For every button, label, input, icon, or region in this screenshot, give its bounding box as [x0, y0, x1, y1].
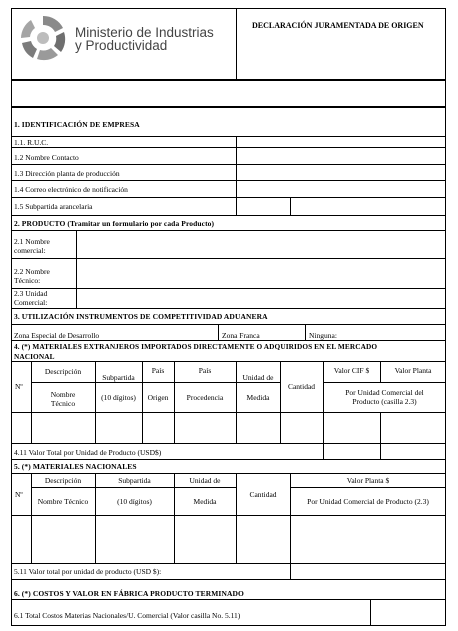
s4-procedencia-header: Procedencia [186, 393, 224, 402]
blank-band [11, 80, 446, 107]
zede-label: Zona Especial de Desarrollo [14, 331, 100, 340]
s4-medida-header: Medida [246, 393, 270, 402]
s5-descripcion-header: Descripción [44, 476, 82, 485]
header-title-box [236, 8, 446, 80]
s5-digitos-header: (10 dígitos) [117, 497, 152, 506]
section2-title: 2. PRODUCTO (Tramitar un formulario por cada Producto) [14, 219, 215, 228]
section5-title: 5. (*) MATERIALES NACIONALES [14, 462, 137, 471]
s4-valor-cif-header: Valor CIF $ [333, 366, 370, 375]
s4-unidad-header: Unidad de [242, 373, 274, 382]
s4-subpartida-header: Subpartida [102, 373, 135, 382]
commercial-unit-label-2: Comercial: [14, 298, 48, 307]
s4-valor-planta-header: Valor Planta [394, 366, 432, 375]
s5-valor-planta-header: Valor Planta $ [346, 476, 390, 485]
s4-pais-procedencia-header: País [198, 366, 212, 375]
s4-tecnico-header: Técnico [50, 399, 76, 408]
ministry-name-line2: y Productividad [75, 38, 168, 53]
s6-row1-label: 6.1 Total Costos Materias Nacionales/U. Comercial (Valor casilla No. 5.11) [14, 611, 241, 620]
s5-nombre-tecnico-header: Nombre Técnico [37, 497, 89, 506]
address-label: 1.3 Dirección planta de producción [14, 169, 120, 178]
s4-cantidad-header: Cantidad [287, 382, 316, 391]
s5-total-label: 5.11 Valor total por unidad de producto (USD $): [14, 567, 162, 576]
s5-subpartida-header: Subpartida [118, 476, 151, 485]
contact-label: 1.2 Nombre Contacto [14, 153, 79, 162]
ruc-label: 1.1. R.U.C. [14, 138, 49, 147]
s4-digitos-header: (10 dígitos) [101, 393, 136, 402]
s4-descripcion-header: Descripción [44, 367, 82, 376]
s4-total-label: 4.11 Valor Total por Unidad de Producto (USD$) [14, 448, 162, 457]
commercial-name-label-2: comercial: [14, 246, 46, 255]
s5-medida-header: Medida [193, 497, 217, 506]
s5-por-unidad-header: Por Unidad Comercial de Producto (2.3) [307, 497, 429, 506]
form-title: DECLARACIÓN JURAMENTADA DE ORIGEN [252, 21, 424, 30]
email-label: 1.4 Correo electrónico de notificación [14, 185, 128, 194]
commercial-unit-label-1: 2.3 Unidad [14, 289, 48, 298]
s4-no-header: Nº [15, 382, 23, 391]
s5-no-header: Nº [15, 490, 23, 499]
section1-title: 1. IDENTIFICACIÓN DE EMPRESA [14, 120, 140, 129]
zona-franca-label: Zona Franca [222, 331, 260, 340]
technical-name-label-1: 2.2 Nombre [14, 267, 50, 276]
s4-por-unidad-header-2: Producto (casilla 2.3) [352, 397, 417, 406]
s5-unidad-header: Unidad de [189, 476, 221, 485]
section3-title: 3. UTILIZACIÓN INSTRUMENTOS DE COMPETITIVIDAD ADUANERA [14, 312, 268, 321]
s4-pais-origen-header: País [151, 366, 165, 375]
s4-nombre-header: Nombre [50, 390, 76, 399]
section6-title: 6. (*) COSTOS Y VALOR EN FÁBRICA PRODUCTO TERMINADO [14, 589, 244, 598]
ministry-name-line1: Ministerio de Industrias [75, 25, 214, 40]
section4-title-line1: 4. (*) MATERIALES EXTRANJEROS IMPORTADOS DIRECTAMENTE O ADQUIRIDOS EN EL MERCADO [14, 342, 378, 351]
s4-por-unidad-header-1: Por Unidad Comercial del [345, 388, 424, 397]
s4-origen-header: Origen [147, 393, 169, 402]
ninguna-label: Ninguna: [309, 331, 337, 340]
section4-title-line2: NACIONAL [14, 352, 55, 361]
ministry-logo-icon [17, 12, 69, 64]
commercial-name-label-1: 2.1 Nombre [14, 237, 50, 246]
s5-cantidad-header: Cantidad [249, 490, 277, 499]
technical-name-label-2: Técnico: [14, 276, 41, 285]
subpartida-label: 1.5 Subpartida arancelaria [14, 202, 93, 211]
